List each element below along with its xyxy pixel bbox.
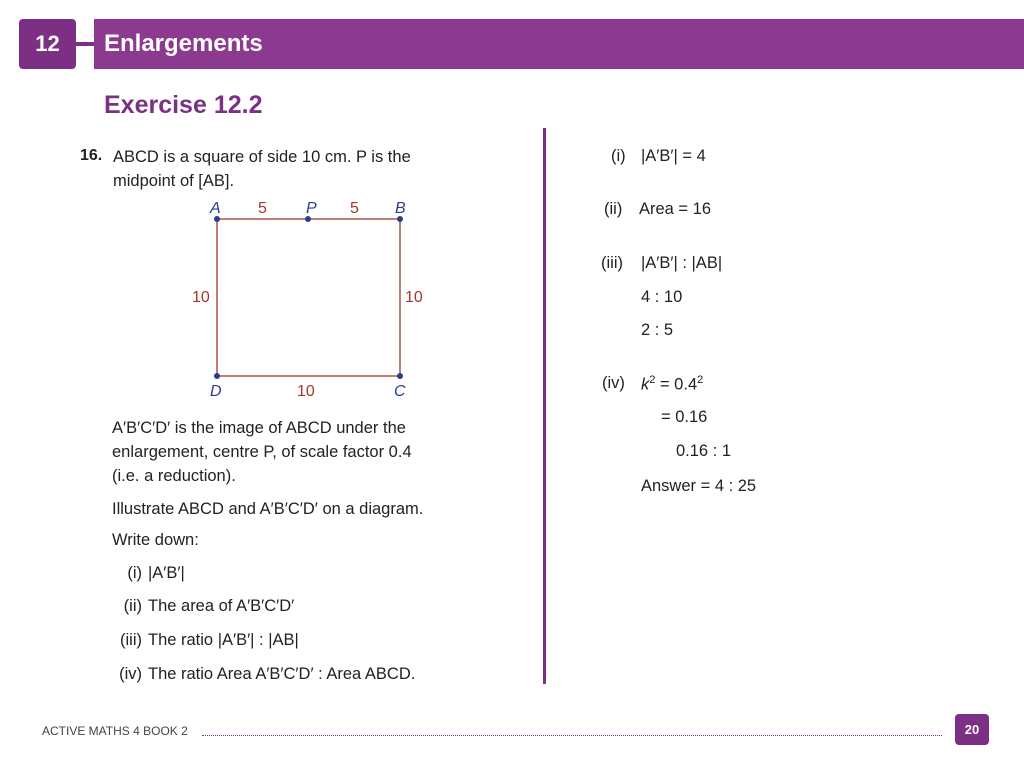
answer-iii-text: |A′B′| : |AB|: [641, 254, 723, 272]
answer-iii-line-2: 4 : 10: [641, 288, 683, 306]
part-iii-text: The ratio |A′B′| : |AB|: [148, 631, 299, 649]
part-ii: [106, 597, 294, 616]
answer-iv-sup-1: 2: [649, 374, 656, 386]
answer-iv-k: k: [641, 375, 650, 394]
square-diagram: [180, 192, 440, 404]
part-i-label: (i): [127, 564, 142, 582]
question-paragraph-1: [112, 416, 472, 488]
point-d: [214, 373, 220, 379]
label-a: A: [210, 200, 221, 217]
answer-iii-label: (iii): [601, 254, 623, 272]
answer-ii-text: Area = 16: [639, 200, 712, 218]
side-left-length: 10: [192, 289, 210, 306]
part-iv-text: The ratio Area A′B′C′D′ : Area ABCD.: [148, 665, 416, 683]
footer-book-title: ACTIVE MATHS 4 BOOK 2: [42, 724, 188, 738]
part-iii-label: (iii): [120, 631, 142, 649]
footer-dotted-rule: [202, 735, 942, 736]
intro-line-1: ABCD is a square of side 10 cm. P is the: [113, 148, 411, 166]
question-intro: [113, 145, 473, 193]
label-d: D: [210, 383, 222, 400]
answer-ii-label: (ii): [604, 200, 623, 218]
answer-iv-line-4: Answer = 4 : 25: [641, 477, 757, 495]
header-connector: [76, 42, 94, 46]
label-p: P: [306, 200, 317, 217]
part-ii-text: The area of A′B′C′D′: [148, 597, 295, 615]
chapter-title: Enlargements: [104, 30, 263, 57]
para1-line-1: A′B′C′D′ is the image of ABCD under the: [112, 419, 406, 437]
square-abcd: [217, 219, 400, 376]
seg-ap-length: 5: [258, 200, 267, 217]
answer-iv-sup-2: 2: [697, 374, 704, 386]
answer-iv-line-2: = 0.16: [661, 408, 708, 426]
side-right-length: 10: [405, 289, 423, 306]
answer-iv-equation: [641, 374, 703, 395]
page-number-badge: 20: [955, 714, 989, 745]
part-i-text: |A′B′|: [148, 564, 185, 582]
answer-i-label: (i): [611, 147, 626, 165]
question-paragraph-2: Illustrate ABCD and A′B′C′D′ on a diagram.: [112, 500, 424, 518]
side-bottom-length: 10: [297, 383, 315, 400]
answer-iii-line-3: 2 : 5: [641, 321, 674, 339]
answer-i-text: |A′B′| = 4: [641, 147, 706, 165]
answer-iv-label: (iv): [602, 374, 625, 392]
answer-iv-line-3: 0.16 : 1: [676, 442, 732, 460]
question-number: 16.: [80, 147, 103, 164]
exercise-title: Exercise 12.2: [104, 91, 263, 119]
point-c: [397, 373, 403, 379]
part-iii: [106, 631, 299, 650]
part-ii-label: (ii): [123, 597, 142, 615]
chapter-title-bar: [94, 19, 1024, 69]
part-i: [106, 564, 185, 583]
seg-pb-length: 5: [350, 200, 359, 217]
answer-iv-eq: = 0.4: [655, 375, 698, 394]
part-iv: [106, 665, 415, 684]
para1-line-3: (i.e. a reduction).: [112, 467, 236, 485]
chapter-number-badge: 12: [19, 19, 76, 69]
label-b: B: [395, 200, 406, 217]
intro-line-2: midpoint of [AB].: [113, 172, 235, 190]
column-divider: [543, 128, 546, 684]
part-iv-label: (iv): [119, 665, 142, 683]
para1-line-2: enlargement, centre P, of scale factor 0.4: [112, 443, 412, 461]
question-paragraph-3: Write down:: [112, 531, 199, 549]
label-c: C: [394, 383, 406, 400]
